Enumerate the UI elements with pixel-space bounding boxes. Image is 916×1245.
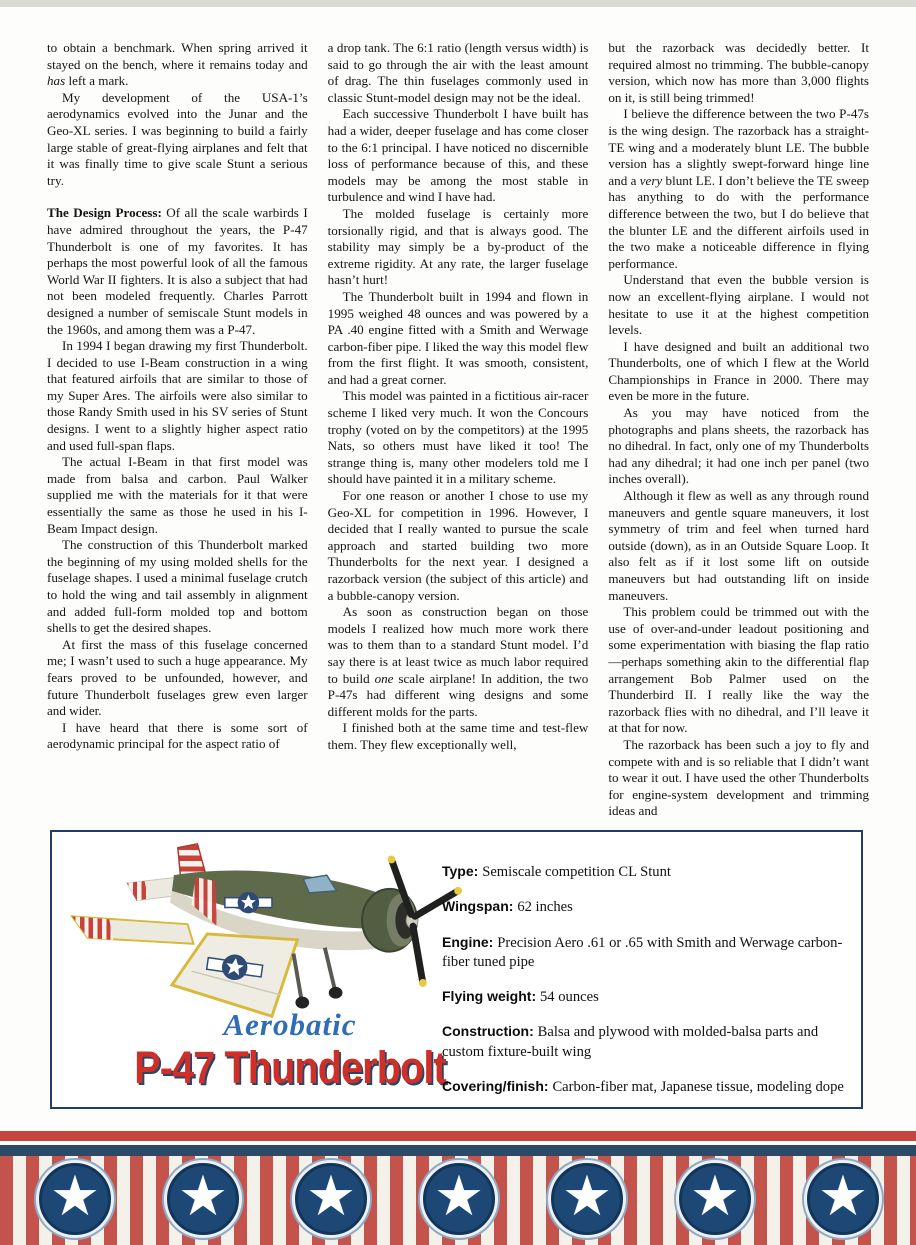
footer-banner (0, 1131, 916, 1245)
article-body (47, 40, 869, 828)
paragraph: I finished both at the same time and test-flew them. They flew exceptionally well, (327, 720, 589, 752)
star-icon: ★ (561, 1164, 613, 1229)
plane-title-line2: P-47 Thunderbolt (134, 1042, 446, 1094)
star-medallion (423, 1163, 495, 1235)
paragraph: The Thunderbolt built in 1994 and flown in 1995 weighed 48 ounces and was powered by a PA .40 engine fitted with a Smith and Werwage carbon-fiber pipe. I liked the way this model flew from the first flight. It was smooth, consistent, and had a great corner. (327, 288, 589, 387)
spec-item (442, 1022, 847, 1062)
paragraph: For one reason or another I chose to use my Geo-XL for competition in 1996. However, I decided that I really wanted to pursue the scale approach and started building two more Thunderbolts for the next year. I designed a razorback version (the subject of this article) and a bubble-canopy version. (327, 488, 589, 603)
star-icon: ★ (817, 1164, 869, 1229)
paragraph: The construction of this Thunderbolt marked the beginning of my using molded shells for the fuselage shapes. I used a minimal fuselage crutch to hold the wing and tail assembly in alignment and added full-form molded top and bottom shells to get the desired shapes. (47, 537, 308, 636)
paragraph: As you may have noticed from the photographs and plans sheets, the razorback has no dihedral. In fact, only one of my Thunderbolts had any dihedral; it had one inch per panel (two inches overall). (608, 405, 869, 487)
spec-label: Covering/finish: (442, 1077, 553, 1094)
paragraph: a drop tank. The 6:1 ratio (length versus width) is said to go through the air with the least amount of drag. The thin fuselages commonly used in classic Stunt-model design may not be the ideal. (327, 40, 589, 105)
spec-value: Carbon-fiber mat, Japanese tissue, modeling dope (552, 1078, 844, 1095)
spec-label: Flying weight: (442, 988, 540, 1004)
plane-title-line1: Aerobatic (223, 1007, 357, 1042)
spec-item (442, 987, 847, 1007)
paragraph: The Design Process: Of all the scale warbirds I have admired throughout the years, the P-47 Thunderbolt is one of my favorites. It has perhaps the most powerful look of all the famous World War II fighters. It is also a subject that had not been modeled frequently. Charles Parrott designed a number of semiscale Stunt models in the 1960s, and among them was a P-47. (47, 205, 308, 337)
article-column-3 (608, 40, 869, 828)
paragraph: I have designed and built an additional two Thunderbolts, one of which I flew at the World Championships in France in 2000. There may even be more in the future. (608, 338, 869, 404)
paragraph: but the razorback was decidedly better. It required almost no trimming. The bubble-canopy version, which now has more than 3,000 flights on it, is still being trimmed! (608, 40, 869, 105)
star-medallion (167, 1163, 239, 1235)
paragraph: Although it flew as well as any through round maneuvers and gentle square maneuvers, it lost symmetry of trim and feel when turned hard outside (down), as in an Outside Square Loop. It also felt as if it lost some lift on outside maneuvers but had outstanding lift on inside maneuvers. (608, 488, 869, 603)
section-heading: The Design Process: (47, 205, 162, 221)
paragraph: The molded fuselage is certainly more torsionally rigid, and that is always good. The stability may simply be a by-product of the extreme rigidity. At any rate, the larger fuselage hasn’t hurt! (327, 205, 589, 288)
landing-gear (293, 948, 342, 1009)
star-icon: ★ (433, 1164, 485, 1229)
footer-stripes (0, 1156, 916, 1245)
star-medallion (551, 1163, 623, 1235)
paragraph: This problem could be trimmed out with the use of over-and-under leadout positioning and some experimentation with biasing the flap ratio—perhaps something akin to the differential flap arrangement Bob Palmer used on the Thunderbird II. I really like the way the razorback flies with no dihedral, and I’ll leave it at that for now. (608, 604, 869, 736)
plane-title (90, 1007, 490, 1094)
spec-list (442, 862, 847, 1112)
star-icon: ★ (49, 1164, 101, 1229)
star-medallion (295, 1163, 367, 1235)
paragraph: This model was painted in a fictitious air-racer scheme I liked very much. It won the Concours trophy (voted on by the competitors) at the 1995 Nats, so others must have liked it too! The strange thing is, many other modelers told me I should have painted it in a military scheme. (327, 388, 589, 487)
star-medallion (39, 1163, 111, 1235)
star-medallion (807, 1163, 879, 1235)
spec-value: Balsa and plywood with molded-balsa parts and custom fixture-built wing (442, 1024, 819, 1060)
paragraph: Each successive Thunderbolt I have built has had a wider, deeper fuselage and has come closer to the 6:1 principal. I have noticed no discernible loss of performance because of this, and these models may be among the most stable in turbulence and wind I have had. (327, 106, 589, 205)
spec-label: Engine: (442, 933, 498, 950)
paragraph: to obtain a benchmark. When spring arrived it stayed on the bench, where it remains today and has left a mark. (47, 40, 308, 89)
spec-label: Wingspan: (442, 898, 518, 915)
star-medallion (679, 1163, 751, 1235)
spec-label: Type: (442, 863, 483, 879)
spec-label: Construction: (442, 1023, 538, 1040)
p47-model-image (56, 834, 483, 1030)
paragraph: As soon as construction began on those models I realized how much more work there was to them than to a standard Stunt model. I’d say there is at least twice as much labor required to build one scale airplane! In addition, the two P-47s had different wing designs and some different molds for the parts. (327, 604, 589, 719)
spec-item (442, 897, 847, 917)
paragraph: I have heard that there is some sort of aerodynamic principal for the aspect ratio of (47, 719, 308, 752)
spec-value: Semiscale competition CL Stunt (482, 864, 671, 880)
spec-value: 62 inches (517, 899, 573, 916)
page-top-edge (0, 0, 916, 7)
spec-value: 54 ounces (540, 989, 599, 1005)
star-icon: ★ (305, 1164, 357, 1229)
article-column-1 (47, 40, 308, 828)
far-wing (72, 916, 194, 943)
canopy (303, 875, 336, 893)
star-icon: ★ (177, 1164, 229, 1229)
spec-item (442, 1077, 847, 1097)
paragraph: The razorback has been such a joy to fly and compete with and is so reliable that I didn’t want to wear it out. I have used the other Thunderbolts for engine-system development and trimming ideas and (608, 736, 869, 819)
engine-cowl (362, 889, 418, 952)
spec-box (50, 830, 863, 1109)
star-icon: ★ (689, 1164, 741, 1229)
p47-model-photo (56, 834, 483, 1030)
paragraph: In 1994 I began drawing my first Thunderbolt. I decided to use I-Beam construction in a wing that featured airfoils that are similar to those of my Super Ares. The airfoils were also similar to those Randy Smith used in his SV series of Stunt designs. I went to a slightly higher aspect ratio and used full-span flaps. (47, 338, 308, 453)
paragraph: My development of the USA-1’s aerodynamics evolved into the Junar and the Geo-XL series. I was beginning to build a fairly large stable of great-flying airplanes and felt that it was finally time to give scale Stunt a serious try. (47, 89, 308, 188)
paragraph: I believe the difference between the two P-47s is the wing design. The razorback has a straight-TE wing and a moderately blunt LE. The bubble version has a slightly swept-forward hinge line and a very blunt LE. I don’t believe the TE sweep has anything to do with the performance difference between the two, but I do believe that the blunter LE and the different airfoils used in the two make a noticeable difference in flying performance. (608, 106, 869, 271)
spec-item (442, 933, 847, 973)
paragraph: Understand that even the bubble version is now an excellent-flying airplane. I would not hesitate to use it at the highest competition levels. (608, 272, 869, 338)
footer-navy-band (0, 1145, 916, 1156)
paragraph: The actual I-Beam in that first model was made from balsa and carbon. Paul Walker supplied me with the materials for it that were essentially the same as those he used in his I-Beam Impact design. (47, 454, 308, 536)
paragraph: At first the mass of this fuselage concerned me; I wasn’t used to such a huge appearance. My fears proved to be unfounded, however, and future Thunderbolt fuselages grew even larger and wider. (47, 636, 308, 719)
spec-item (442, 862, 847, 882)
article-column-2 (328, 40, 589, 828)
spec-value: Precision Aero .61 or .65 with Smith and Werwage carbon-fiber tuned pipe (442, 934, 843, 970)
footer-red-band (0, 1131, 916, 1141)
